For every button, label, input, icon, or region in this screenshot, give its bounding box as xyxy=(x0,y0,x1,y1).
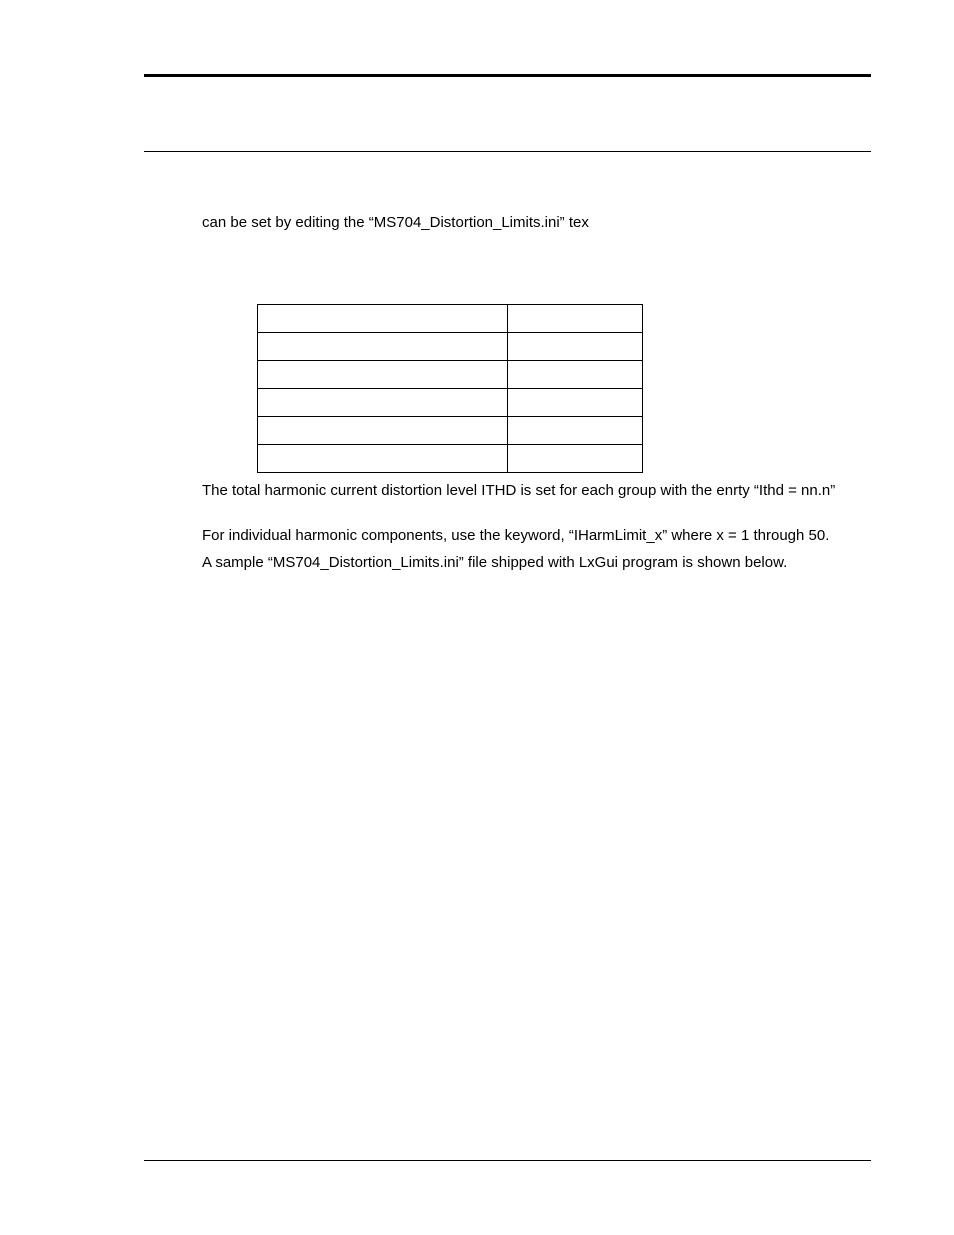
paragraph-harmonic-keyword: For individual harmonic components, use the keyword, “IHarmLimit_x” where x = 1 through 50. xyxy=(202,527,830,544)
limits-table xyxy=(257,304,643,473)
table-row xyxy=(258,361,643,389)
table-row xyxy=(258,445,643,473)
table-cell xyxy=(508,389,643,417)
table-cell xyxy=(258,361,508,389)
footer-rule xyxy=(144,1160,871,1161)
table-cell xyxy=(258,417,508,445)
paragraph-ini-intro: can be set by editing the “MS704_Distortion_Limits.ini” tex xyxy=(202,214,589,231)
header-rule-thin xyxy=(144,151,871,152)
table-cell xyxy=(258,333,508,361)
table-row xyxy=(258,389,643,417)
table-row xyxy=(258,417,643,445)
paragraph-sample-file: A sample “MS704_Distortion_Limits.ini” file shipped with LxGui program is shown below. xyxy=(202,554,788,571)
table-cell xyxy=(508,305,643,333)
table-row xyxy=(258,333,643,361)
table-row xyxy=(258,305,643,333)
table-cell xyxy=(508,417,643,445)
table-cell xyxy=(258,305,508,333)
table-cell xyxy=(508,445,643,473)
header-rule-thick xyxy=(144,74,871,77)
table-cell xyxy=(258,445,508,473)
table-cell xyxy=(508,361,643,389)
table-cell xyxy=(258,389,508,417)
paragraph-ithd: The total harmonic current distortion level ITHD is set for each group with the enrty “Ithd = nn.n” xyxy=(202,482,836,499)
table-cell xyxy=(508,333,643,361)
